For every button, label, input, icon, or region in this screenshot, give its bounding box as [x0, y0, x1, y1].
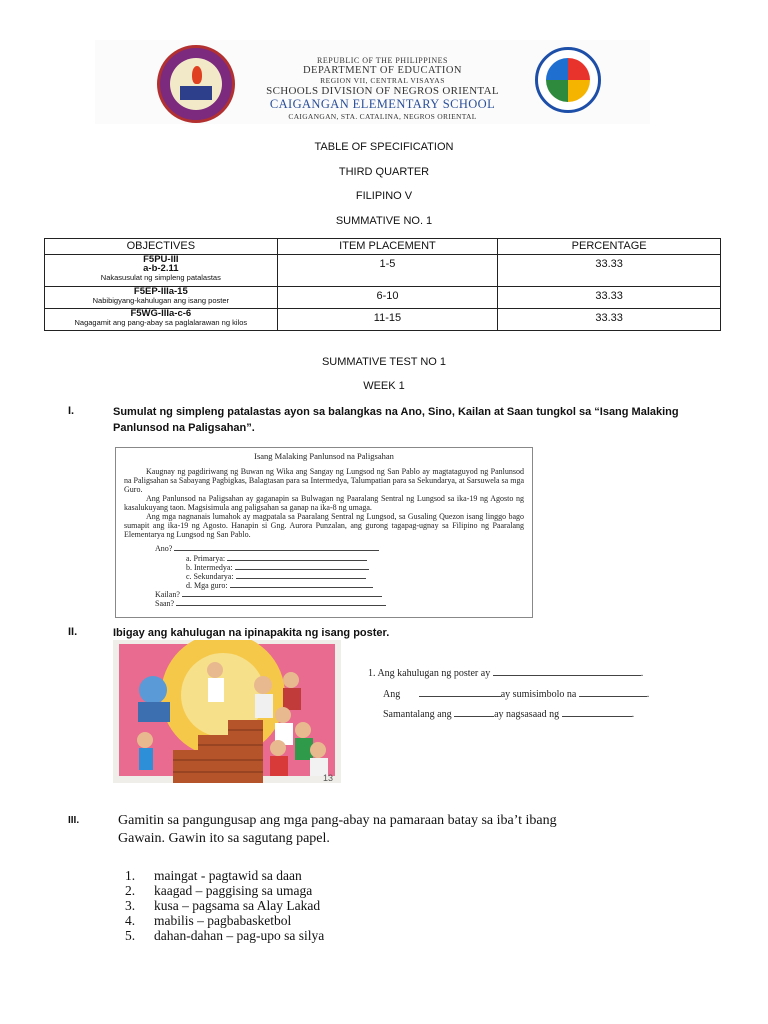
poster-question: Ang ay sumisimbolo na .: [383, 689, 650, 700]
letterhead: [95, 40, 650, 124]
question-label: ay nagsasaad ng: [494, 709, 560, 720]
percentage-cell: 33.33: [498, 255, 721, 287]
letterhead-line: SCHOOLS DIVISION OF NEGROS ORIENTAL: [266, 85, 499, 97]
column-header: OBJECTIVES: [45, 239, 278, 255]
question-label: d. Mga guro:: [186, 581, 228, 590]
passage-title: Isang Malaking Panlunsod na Paligsahan: [254, 451, 394, 461]
poster-question: Samantalang ang ay nagsasaad ng .: [383, 709, 635, 720]
answer-blank[interactable]: [579, 689, 647, 697]
list-item: 4. mabilis – pagbabasketbol: [125, 913, 292, 928]
objective-desc: Nakasusulat ng simpleng patalastas: [100, 273, 221, 282]
list-item: 2. kaagad – paggising sa umaga: [125, 883, 313, 898]
objective-cell: [45, 309, 278, 331]
list-item: 1. maingat - pagtawid sa daan: [125, 868, 302, 883]
question-label: ay sumisimbolo na: [500, 689, 577, 700]
question-line: [186, 581, 373, 590]
poster-illustration: [113, 640, 341, 783]
question-line: [155, 544, 379, 553]
objective-code: a-b-2.11: [143, 263, 179, 274]
objective-desc: Nagagamit ang pang-abay sa paglalarawan ng kilos: [74, 318, 248, 327]
question-label: Ano?: [155, 544, 173, 553]
question-label: 1. Ang kahulugan ng poster ay: [368, 668, 491, 679]
answer-blank[interactable]: [230, 581, 373, 588]
letterhead-line: DEPARTMENT OF EDUCATION: [302, 65, 463, 76]
doc-summative: SUMMATIVE NO. 1: [335, 215, 433, 227]
letterhead-line: REPUBLIC OF THE PHILIPPINES: [317, 56, 448, 65]
objective-code: F5EP-IIIa-15: [133, 286, 188, 297]
objective-cell: [45, 255, 278, 287]
school-name: CAIGANGAN ELEMENTARY SCHOOL: [269, 97, 496, 111]
table-row: [45, 309, 721, 331]
doc-subtitle: THIRD QUARTER: [338, 166, 430, 178]
part-number: II.: [68, 626, 78, 638]
test-title: SUMMATIVE TEST NO 1: [321, 356, 447, 368]
passage-paragraph: Ang Panlunsod na Paligsahan ay gaganapin sa Bulwagan ng Paaralang Sentral ng Lungsod sa ika-19 ng Agosto ng kasalukuyang taon. Magsisimula ang paligsahan sa ganap na ika-8 ng umaga.: [124, 494, 524, 512]
doc-subject: FILIPINO V: [355, 190, 413, 202]
answer-blank[interactable]: [235, 563, 369, 570]
table-row: [45, 287, 721, 309]
objective-code: F5PU-III: [143, 254, 179, 265]
column-header: PERCENTAGE: [498, 239, 721, 255]
question-label: Saan?: [155, 599, 175, 608]
question-line: [186, 572, 366, 581]
answer-blank[interactable]: [176, 599, 386, 606]
poster-number: 13: [322, 773, 333, 783]
item-placement-cell: 11-15: [277, 309, 498, 331]
part-number: III.: [68, 815, 80, 826]
question-line: [186, 563, 369, 572]
part-instruction: Ibigay ang kahulugan na ipinapakita ng isang poster.: [113, 627, 390, 639]
question-label: Ang: [383, 689, 401, 700]
doc-title: TABLE OF SPECIFICATION: [314, 141, 454, 153]
list-item: 3. kusa – pagsama sa Alay Lakad: [125, 898, 321, 913]
objective-cell: [45, 287, 278, 309]
poster-image: [113, 640, 341, 783]
question-label: c. Sekundarya:: [186, 572, 234, 581]
answer-blank[interactable]: [454, 709, 494, 717]
activity-list: [125, 868, 324, 943]
answer-blank[interactable]: [493, 668, 641, 676]
question-line: [155, 590, 382, 599]
objective-code: F5WG-IIIa-c-6: [130, 308, 192, 319]
answer-blank[interactable]: [419, 689, 501, 697]
answer-blank[interactable]: [174, 544, 379, 551]
percentage-cell: 33.33: [498, 287, 721, 309]
week-label: WEEK 1: [363, 380, 405, 392]
part-number: I.: [68, 405, 75, 417]
letterhead-text: [245, 56, 520, 121]
poster-question: 1. Ang kahulugan ng poster ay .: [368, 668, 644, 679]
table-row: [45, 255, 721, 287]
question-label: Samantalang ang: [383, 709, 452, 720]
list-item: 5. dahan-dahan – pag-upo sa silya: [125, 928, 325, 943]
school-address: CAIGANGAN, STA. CATALINA, NEGROS ORIENTAL: [288, 112, 477, 121]
question-line: [186, 554, 367, 563]
question-line: [155, 599, 386, 608]
question-label: Kailan?: [155, 590, 180, 599]
answer-blank[interactable]: [236, 572, 366, 579]
passage-paragraph: Kaugnay ng pagdiriwang ng Buwan ng Wika ang Sangay ng Lungsod ng San Pablo ay magtataguyod ng Panlunsod na Paligsahan sa Sabayang Pagbigkas, Balagtasan para sa Intermedya, Talumpatian para sa Sekundarya, at Sarsuwela sa mga Guro.: [124, 467, 524, 494]
answer-blank[interactable]: [227, 554, 367, 561]
school-seal-icon: [157, 45, 235, 123]
part-instruction: Gamitin sa pangungusap ang mga pang-abay na pamaraan batay sa iba’t ibang Gawain. Gawin ito sa sagutang papel.: [118, 813, 557, 846]
passage-paragraph: Ang mga nagnanais lumahok ay magpatala sa Paaralang Sentral ng Lungsod, sa Gusaling Quezon isang linggo bago sumapit ang ika-19 ng Agosto. Hanapin si Gng. Aurora Punzalan, ang gurong tagapag-ugnay sa Filipino ng Paaralang Elementarya ng Lungsod ng San Pablo.: [124, 512, 524, 539]
table-header-row: [45, 239, 721, 255]
part-instruction: Sumulat ng simpleng patalastas ayon sa balangkas na Ano, Sino, Kailan at Saan tungkol sa “Isang Malaking Panlunsod na Paligsahan”.: [113, 406, 679, 434]
objective-desc: Nabibigyang-kahulugan ang isang poster: [92, 296, 229, 305]
question-label: b. Intermedya:: [186, 563, 233, 572]
letterhead-line: REGION VII, CENTRAL VISAYAS: [320, 76, 445, 85]
specification-table: [44, 238, 721, 331]
answer-blank[interactable]: [182, 590, 382, 597]
answer-blank[interactable]: [562, 709, 632, 717]
item-placement-cell: 6-10: [277, 287, 498, 309]
column-header: ITEM PLACEMENT: [277, 239, 498, 255]
deped-seal-icon: [535, 47, 601, 113]
passage-box: [115, 447, 533, 618]
percentage-cell: 33.33: [498, 309, 721, 331]
item-placement-cell: 1-5: [277, 255, 498, 287]
question-label: a. Primarya:: [186, 554, 226, 563]
